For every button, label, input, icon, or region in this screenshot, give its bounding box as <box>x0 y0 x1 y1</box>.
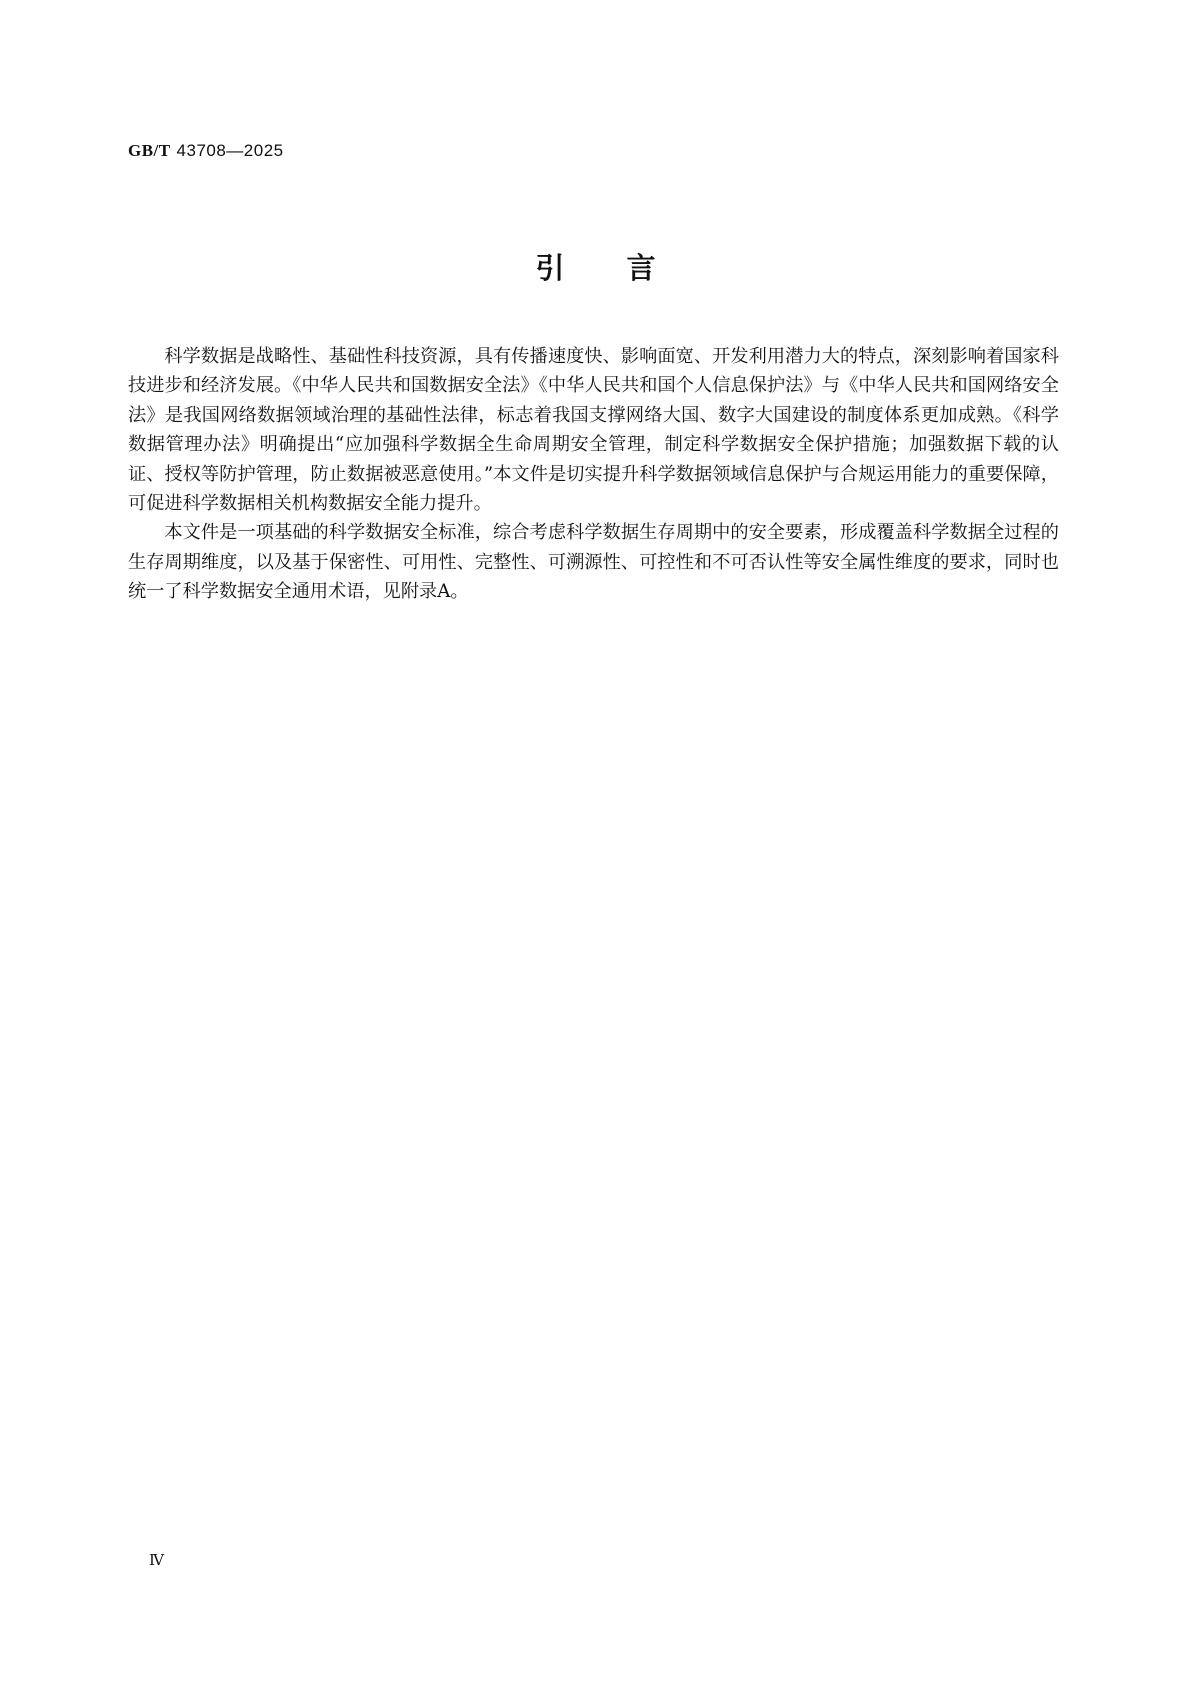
introduction-body <box>128 342 1059 607</box>
paragraph-1: 科学数据是战略性、基础性科技资源，具有传播速度快、影响面宽、开发利用潜力大的特点，深刻影响着国家科技进步和经济发展。《中华人民共和国数据安全法》《中华人民共和国个人信息保护法》与《中华人民共和国网络安全法》是我国网络数据领域治理的基础性法律，标志着我国支撑网络大国、数字大国建设的制度体系更加成熟。《科学数据管理办法》明确提出“应加强科学数据全生命周期安全管理，制定科学数据安全保护措施；加强数据下载的认证、授权等防护管理，防止数据被恶意使用。”本文件是切实提升科学数据领域信息保护与合规运用能力的重要保障，可促进科学数据相关机构数据安全能力提升。 <box>128 346 1059 515</box>
page-number: Ⅳ <box>149 1553 164 1569</box>
standard-code-prefix: GB/T <box>128 141 171 160</box>
standard-code <box>128 141 284 161</box>
paragraph-2: 本文件是一项基础的科学数据安全标准，综合考虑科学数据生存周期中的安全要素，形成覆盖科学数据全过程的生存周期维度，以及基于保密性、可用性、完整性、可溯源性、可控性和不可否认性等安全属性维度的要求，同时也统一了科学数据安全通用术语，见附录A。 <box>128 522 1059 603</box>
page-title: 引言 <box>535 251 718 285</box>
standard-code-number: 43708—2025 <box>176 141 284 160</box>
